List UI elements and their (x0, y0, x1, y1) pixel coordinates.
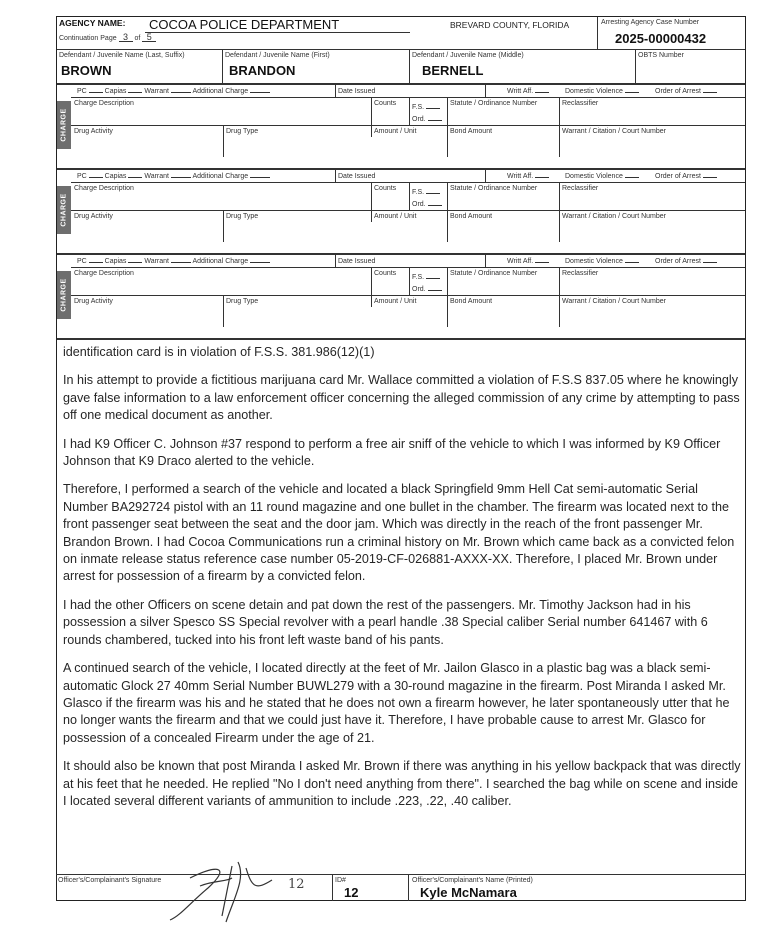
bond-amount-label: Bond Amount (450, 128, 493, 135)
order-arrest-label: Order of Arrest (655, 88, 717, 96)
narrative-paragraph: Therefore, I performed a search of the vehicle and located a black Springfield 9mm Hell Cat semi-automatic Serial Number BA292724 pistol with an 11 round magazine and one bullet in the chamber. The firearm was located next to the front passenger seat between the seat and the door jam. Which was directly in the reach of the front passenger Mr. Brandon Brown. I had Cocoa Communications run a criminal history on Mr. Brown which came back as a convicted felon on inmate release status reference case number 05-2019-CF-026881-AXXX-XX. Therefore, I placed Mr. Brown under arrest for possession of a firearm by a convicted felon. (63, 482, 735, 584)
narrative-paragraph: In his attempt to provide a fictitious marijuana card Mr. Wallace committed a violation of F.S.S 837.05 where he knowingly gave false information to a law enforcement officer concerning the alleged commission of any crime by attempting to pass off one medical document as another. (63, 373, 740, 423)
charge-block (57, 85, 745, 170)
fs-label: F.S. (412, 104, 440, 112)
fs-label: F.S. (412, 274, 440, 282)
writt-aff-label: Writt Aff. (507, 173, 549, 181)
drug-type-label: Drug Type (226, 128, 259, 135)
first-name: BRANDON (229, 63, 296, 78)
warrant-citation-label: Warrant / Citation / Court Number (562, 213, 666, 220)
narrative-paragraph: I had the other Officers on scene detain and pat down the rest of the passengers. Mr. Timothy Jackson had in his possession a silver Spesco SS Special revolver with a pearl handle .38 Special caliber Serial number 641467 with 6 rounds chambered, tucked into his front left waste band of his pants. (63, 597, 708, 647)
charge-type-checks: PC Capias Warrant Additional Charge (77, 173, 270, 181)
order-arrest-label: Order of Arrest (655, 258, 717, 266)
charge-tab: CHARGE (57, 186, 71, 234)
drug-activity-label: Drug Activity (74, 128, 113, 135)
officer-name: Kyle McNamara (420, 885, 517, 900)
charge-block (57, 170, 745, 255)
last-name-label: Defendant / Juvenile Name (Last, Suffix) (59, 52, 185, 59)
page-current: 3 (119, 33, 133, 42)
agency-name: COCOA POLICE DEPARTMENT (149, 17, 340, 32)
warrant-citation-label: Warrant / Citation / Court Number (562, 298, 666, 305)
narrative-paragraph: It should also be known that post Miranda I asked Mr. Brown if there was anything in his yellow backpack that was directly at his feet that he needed. He replied "No I don't need anything from there". I searched the bag while on scene and inside I located several different variants of ammunition to include .223, .22, .40 caliber. (63, 759, 741, 808)
narrative-paragraph: I had K9 Officer C. Johnson #37 respond to perform a free air sniff of the vehicle to which I was informed by K9 Officer Johnson that K9 Draco alerted to the vehicle. (63, 436, 721, 469)
drug-activity-label: Drug Activity (74, 213, 113, 220)
first-name-label: Defendant / Juvenile Name (First) (225, 52, 330, 59)
agency-label: AGENCY NAME: (59, 18, 126, 28)
statute-label: Statute / Ordinance Number (450, 270, 538, 277)
charge-description-label: Charge Description (74, 270, 134, 277)
ord-label: Ord. (412, 201, 442, 209)
order-arrest-label: Order of Arrest (655, 173, 717, 181)
charge-tab: CHARGE (57, 101, 71, 149)
amount-unit-label: Amount / Unit (374, 213, 417, 220)
county: BREVARD COUNTY, FLORIDA (450, 20, 570, 30)
charge-type-checks: PC Capias Warrant Additional Charge (77, 88, 270, 96)
drug-type-label: Drug Type (226, 298, 259, 305)
ord-label: Ord. (412, 116, 442, 124)
writt-aff-label: Writt Aff. (507, 258, 549, 266)
fs-label: F.S. (412, 189, 440, 197)
officer-name-label: Officer's/Complainant's Name (Printed) (412, 877, 533, 884)
narrative-paragraph: identification card is in violation of F.S.S. 381.986(12)(1) (63, 345, 375, 359)
bond-amount-label: Bond Amount (450, 213, 493, 220)
dv-label: Domestic Violence (565, 88, 639, 96)
counts-label: Counts (374, 100, 397, 107)
last-name: BROWN (61, 63, 112, 78)
continuation-page: Continuation Page 3 of 5 (59, 33, 156, 43)
amount-unit-label: Amount / Unit (374, 298, 417, 305)
date-issued-label: Date Issued (338, 258, 376, 265)
reclassifier-label: Reclassifier (562, 185, 599, 192)
charge-description-label: Charge Description (74, 100, 134, 107)
drug-type-label: Drug Type (226, 213, 259, 220)
drug-activity-label: Drug Activity (74, 298, 113, 305)
counts-label: Counts (374, 185, 397, 192)
statute-label: Statute / Ordinance Number (450, 185, 538, 192)
signature-label: Officer's/Complainant's Signature (58, 877, 162, 884)
charge-block (57, 255, 745, 340)
reclassifier-label: Reclassifier (562, 100, 599, 107)
page-total: 5 (142, 33, 156, 42)
narrative-paragraph: A continued search of the vehicle, I located directly at the feet of Mr. Jailon Glasco in a plastic bag was a black semi-automatic Glock 27 40mm Serial Number BUWL279 with a 30-round magazine in the firearm. Post Miranda I asked Mr. Glasco if the firearm was his and he stated that he does not own a firearm however, he later spontaneously utter that he no longer wants the firearm and that we could just have it. Therefore, I have probable cause to arrest Mr. Glasco for possession of a concealed Firearm under the age of 21. (63, 661, 730, 745)
date-issued-label: Date Issued (338, 88, 376, 95)
id-label: ID# (335, 877, 346, 884)
case-number: 2025-00000432 (615, 31, 707, 46)
writt-aff-label: Writt Aff. (507, 88, 549, 96)
statute-label: Statute / Ordinance Number (450, 100, 538, 107)
case-number-label: Arresting Agency Case Number (601, 19, 700, 26)
counts-label: Counts (374, 270, 397, 277)
reclassifier-label: Reclassifier (562, 270, 599, 277)
bond-amount-label: Bond Amount (450, 298, 493, 305)
id-value: 12 (344, 885, 359, 900)
ord-label: Ord. (412, 286, 442, 294)
charge-description-label: Charge Description (74, 185, 134, 192)
middle-name: BERNELL (422, 63, 484, 78)
svg-text:12: 12 (288, 877, 305, 892)
dv-label: Domestic Violence (565, 258, 639, 266)
officer-signature (160, 858, 330, 926)
amount-unit-label: Amount / Unit (374, 128, 417, 135)
narrative (63, 344, 743, 821)
charge-type-checks: PC Capias Warrant Additional Charge (77, 258, 270, 266)
date-issued-label: Date Issued (338, 173, 376, 180)
warrant-citation-label: Warrant / Citation / Court Number (562, 128, 666, 135)
middle-name-label: Defendant / Juvenile Name (Middle) (412, 52, 524, 59)
dv-label: Domestic Violence (565, 173, 639, 181)
charge-tab: CHARGE (57, 271, 71, 319)
obts-label: OBTS Number (638, 52, 684, 59)
